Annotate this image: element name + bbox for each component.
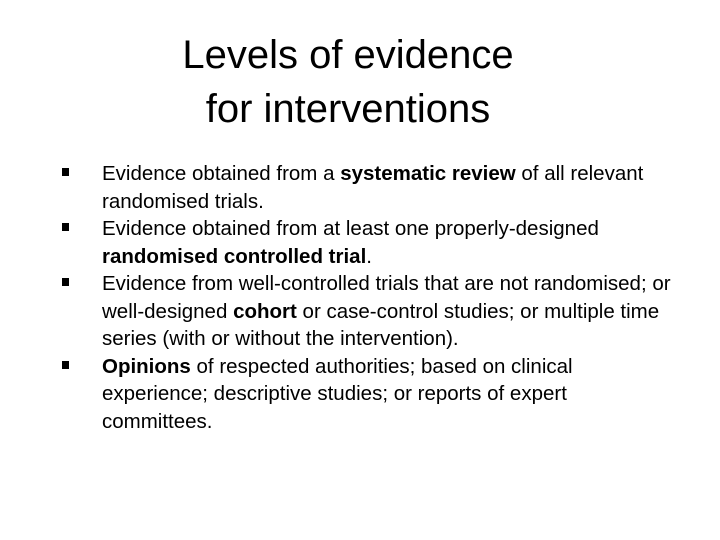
bold-segment: randomised controlled trial bbox=[102, 244, 367, 268]
text-segment: or case-control studies; or multiple time series (with or without the intervention). bbox=[102, 299, 660, 350]
text-segment: of respected authorities; based on clinical experience; descriptive studies; or reports of expert committees. bbox=[102, 354, 573, 433]
square-bullet-icon bbox=[62, 361, 69, 369]
bullet-text bbox=[102, 272, 671, 350]
bullet-item bbox=[0, 215, 672, 270]
text-segment: . bbox=[366, 244, 372, 268]
text-segment: Evidence obtained from at least one properly-designed bbox=[102, 217, 599, 240]
bullet-text bbox=[102, 162, 643, 213]
bullet-item bbox=[0, 160, 672, 215]
bold-segment: cohort bbox=[233, 299, 297, 323]
bullet-text bbox=[102, 217, 599, 268]
title-line-2: for interventions bbox=[205, 87, 491, 131]
bullet-item bbox=[0, 353, 672, 436]
bold-segment: Opinions bbox=[102, 354, 191, 378]
bullet-text bbox=[102, 355, 573, 433]
square-bullet-icon bbox=[62, 278, 69, 286]
square-bullet-icon bbox=[62, 168, 69, 176]
text-segment: Evidence obtained from a bbox=[102, 162, 341, 185]
bullet-item bbox=[0, 270, 672, 353]
square-bullet-icon bbox=[62, 223, 69, 231]
bold-segment: systematic review bbox=[340, 162, 516, 185]
slide-title bbox=[0, 28, 696, 136]
bullet-list bbox=[0, 160, 720, 435]
title-line-1: Levels of evidence bbox=[182, 33, 514, 77]
text-segment: of all relevant randomised trials. bbox=[102, 162, 644, 213]
text-segment: Evidence from well-controlled trials that are not randomised; or well-designed bbox=[102, 272, 671, 323]
